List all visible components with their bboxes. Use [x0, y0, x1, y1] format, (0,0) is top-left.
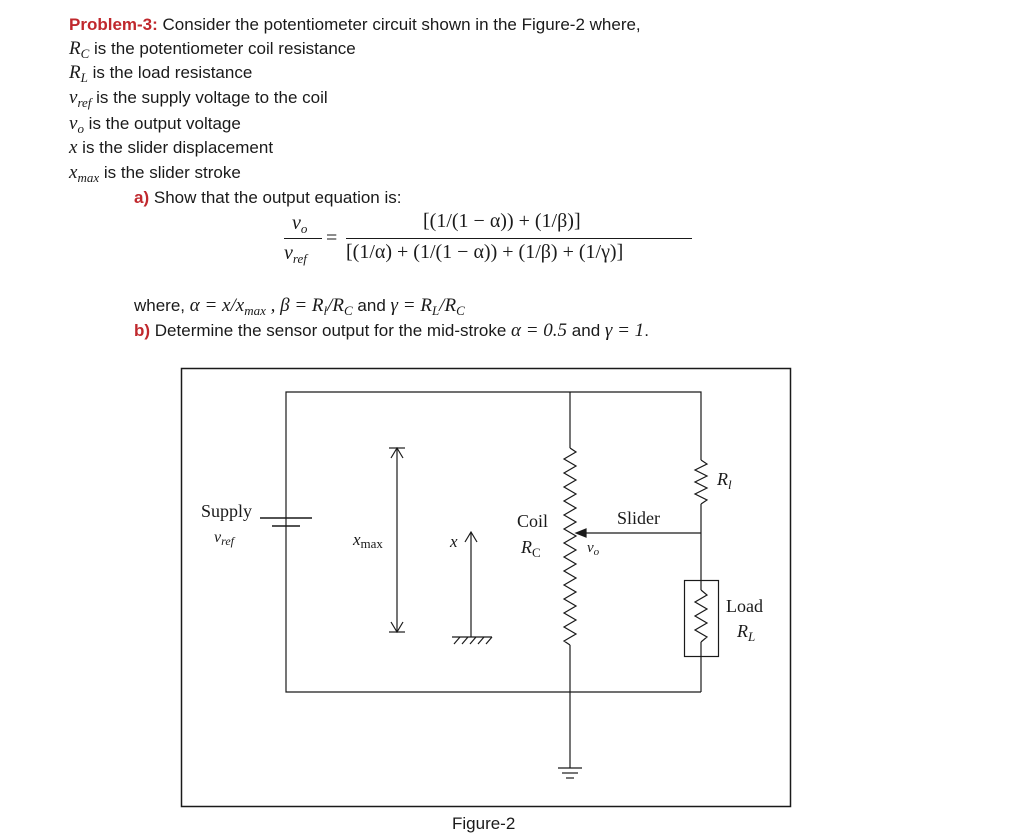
wire-top-right — [570, 392, 701, 460]
load-resistor — [695, 590, 707, 642]
rl-resistor — [695, 460, 707, 504]
lhs-numerator: $v_o$ — [292, 212, 308, 236]
figure-frame — [182, 369, 791, 807]
load-r-label: $R_L$ — [737, 621, 756, 644]
lhs-denominator: $v_{ref}$ — [284, 242, 307, 266]
rc-label: $R_C$ — [521, 537, 541, 560]
x-label: x — [450, 532, 458, 551]
definition-vo: $v_o$ is the output voltage — [69, 113, 241, 136]
definition-xmax: $x_{max}$ is the slider stroke — [69, 162, 241, 185]
load-label: Load — [726, 596, 763, 616]
part-b-label: b) — [134, 321, 151, 340]
part-b-line: b) Determine the sensor output for the mid-stroke α = 0.5 and γ = 1. — [134, 320, 649, 341]
vref-label: vref — [214, 529, 234, 548]
definition-rc: $R_C$ is the potentiometer coil resistance — [69, 38, 356, 61]
definition-x: x is the slider displacement — [69, 137, 274, 158]
supply-label: Supply — [201, 501, 253, 521]
where-line: where, $\alpha = x/x_{max}$ , $\beta = R_l/R_C$ and $\gamma = R_L/R_C$ — [134, 295, 465, 318]
definition-rl: $R_L$ is the load resistance — [69, 62, 253, 85]
definition-vref: $v_{ref}$ is the supply voltage to the coil — [69, 87, 328, 110]
coil-label: Coil — [517, 511, 549, 531]
rl-top-label: $R_l$ — [717, 469, 732, 492]
rhs-numerator: [(1/(1 − α)) + (1/β)] — [423, 210, 581, 232]
xmax-label: xmax — [353, 530, 383, 551]
problem-intro: Consider the potentiometer circuit shown in the Figure-2 where, — [162, 15, 641, 34]
figure-caption: Figure-2 — [452, 814, 516, 833]
part-a-text: Show that the output equation is: — [153, 188, 402, 207]
part-a-label: a) — [134, 188, 150, 207]
slider-label: Slider — [617, 508, 660, 528]
problem-heading: Problem-3: — [69, 15, 158, 34]
vo-label: $v_o$ — [587, 540, 600, 558]
equals-sign: = — [326, 227, 338, 249]
coil-resistor — [564, 448, 576, 645]
rhs-denominator: [(1/α) + (1/(1 − α)) + (1/β) + (1/γ)] — [346, 241, 624, 263]
